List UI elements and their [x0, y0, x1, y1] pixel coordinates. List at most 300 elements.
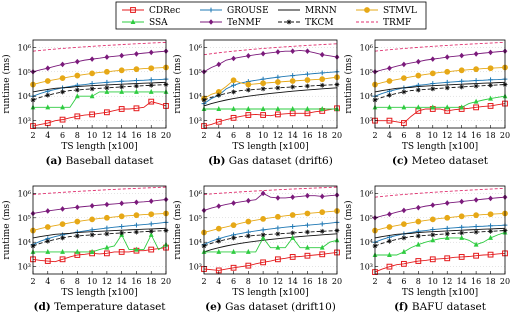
- point-stmvl: [459, 68, 464, 73]
- point-stmvl: [246, 219, 251, 224]
- point-ssa: [149, 89, 154, 94]
- point-tenmf: [320, 52, 325, 58]
- point-tenmf: [246, 53, 251, 59]
- xtick-label: 6: [60, 277, 66, 286]
- ytick-label: 10⁴: [188, 238, 202, 248]
- series-line-grouse: [204, 222, 337, 244]
- xtick-label: 14: [116, 131, 127, 140]
- point-ssa: [75, 249, 80, 254]
- xtick-label: 18: [146, 131, 157, 140]
- point-tenmf: [445, 54, 450, 60]
- xtick-label: 18: [317, 131, 328, 140]
- point-tkcm: [75, 88, 80, 93]
- ytick-label: 10³: [188, 116, 202, 126]
- legend-label-tenmf: TeNMF: [227, 18, 261, 28]
- point-grouse: [305, 72, 310, 77]
- caption-letter: (f): [394, 301, 409, 313]
- point-grouse: [275, 75, 280, 80]
- point-tenmf: [290, 194, 295, 200]
- point-tkcm: [275, 85, 280, 90]
- plot-frame: [33, 186, 166, 274]
- legend-marker-tkcm: [287, 20, 292, 25]
- point-stmvl: [275, 80, 280, 85]
- xtick-label: 6: [401, 131, 407, 140]
- point-stmvl: [430, 217, 435, 222]
- point-grouse: [488, 77, 493, 82]
- point-tenmf: [275, 195, 280, 201]
- point-ssa: [445, 104, 450, 109]
- point-tkcm: [488, 83, 493, 88]
- y-axis-label: runtime (ms): [2, 200, 12, 260]
- point-tenmf: [104, 202, 109, 208]
- panel-d: [1, 186, 171, 313]
- point-ssa: [387, 252, 392, 257]
- point-tenmf: [119, 53, 124, 59]
- point-tkcm: [320, 229, 325, 234]
- xtick-label: 12: [272, 131, 283, 140]
- point-tkcm: [216, 93, 221, 98]
- point-grouse: [305, 223, 310, 228]
- point-tenmf: [231, 56, 236, 62]
- xtick-label: 4: [45, 277, 51, 286]
- x-axis-label: TS length [x100]: [61, 288, 138, 298]
- point-tkcm: [488, 229, 493, 234]
- point-tenmf: [134, 51, 139, 57]
- series-line-cdrec: [375, 253, 505, 272]
- xtick-label: 8: [415, 277, 421, 286]
- point-stmvl: [445, 69, 450, 74]
- point-ssa: [45, 249, 50, 254]
- point-tenmf: [45, 65, 50, 71]
- xtick-label: 14: [116, 277, 127, 286]
- xtick-label: 6: [401, 277, 407, 286]
- point-tenmf: [290, 48, 295, 54]
- point-tenmf: [488, 50, 493, 56]
- point-stmvl: [290, 79, 295, 84]
- ytick-label: 10⁵: [17, 213, 31, 223]
- point-stmvl: [149, 66, 154, 71]
- point-tenmf: [231, 200, 236, 206]
- point-stmvl: [459, 214, 464, 219]
- point-tkcm: [134, 84, 139, 89]
- point-stmvl: [305, 78, 310, 83]
- point-grouse: [474, 78, 479, 83]
- series-line-tenmf: [204, 193, 337, 210]
- point-grouse: [261, 227, 266, 232]
- legend-label-tkcm: TKCM: [305, 18, 334, 28]
- point-grouse: [488, 223, 493, 228]
- point-stmvl: [320, 77, 325, 82]
- point-tkcm: [459, 231, 464, 236]
- point-stmvl: [445, 215, 450, 220]
- caption-text: Gas dataset (drift6): [225, 155, 333, 167]
- point-stmvl: [231, 78, 236, 83]
- point-tkcm: [45, 93, 50, 98]
- ytick-label: 10⁴: [17, 92, 31, 102]
- point-tenmf: [246, 198, 251, 204]
- ytick-label: 10⁴: [359, 238, 373, 248]
- point-tenmf: [488, 196, 493, 202]
- point-tenmf: [60, 62, 65, 68]
- xtick-label: 16: [471, 277, 482, 286]
- point-ssa: [459, 235, 464, 240]
- xtick-label: 18: [485, 277, 496, 286]
- point-stmvl: [216, 226, 221, 231]
- point-tenmf: [90, 203, 95, 209]
- point-ssa: [134, 247, 139, 252]
- ytick-label: 10⁴: [359, 92, 373, 102]
- point-grouse: [290, 224, 295, 229]
- legend-marker-stmvl: [365, 8, 370, 13]
- point-stmvl: [416, 73, 421, 78]
- x-axis-label: TS length [x100]: [61, 142, 138, 152]
- caption-text: Meteo dataset: [408, 155, 489, 167]
- caption-letter: (c): [391, 155, 409, 167]
- point-grouse: [320, 71, 325, 76]
- series-line-tenmf: [33, 200, 166, 214]
- panel-caption: [394, 301, 487, 313]
- point-tenmf: [320, 194, 325, 200]
- xtick-label: 4: [216, 131, 222, 140]
- caption-text: Temperature dataset: [50, 301, 166, 313]
- point-tkcm: [320, 83, 325, 88]
- point-tenmf: [401, 208, 406, 214]
- point-grouse: [134, 223, 139, 228]
- panel-caption: [392, 155, 489, 167]
- series-line-mrnn: [375, 228, 505, 238]
- chart-panels: [1, 40, 510, 313]
- series-line-mrnn: [33, 228, 166, 238]
- series-line-trmf: [375, 42, 505, 51]
- point-tenmf: [459, 53, 464, 59]
- x-axis-label: TS length [x100]: [232, 142, 309, 152]
- xtick-label: 16: [131, 131, 142, 140]
- point-tkcm: [60, 90, 65, 95]
- series-line-cdrec: [375, 104, 505, 123]
- xtick-label: 2: [30, 131, 36, 140]
- ytick-label: 10⁴: [17, 238, 31, 248]
- point-tkcm: [305, 230, 310, 235]
- point-tkcm: [60, 236, 65, 241]
- ytick-label: 10³: [188, 262, 202, 272]
- series-line-tkcm: [204, 231, 337, 246]
- xtick-label: 12: [442, 131, 453, 140]
- point-ssa: [246, 106, 251, 111]
- ytick-label: 10³: [359, 116, 373, 126]
- point-stmvl: [246, 82, 251, 87]
- panel-a: [1, 40, 171, 167]
- xtick-label: 14: [456, 277, 467, 286]
- point-tkcm: [246, 88, 251, 93]
- point-tenmf: [75, 204, 80, 210]
- point-ssa: [75, 93, 80, 98]
- xtick-label: 2: [372, 277, 378, 286]
- caption-text: BAFU dataset: [408, 301, 486, 313]
- point-stmvl: [45, 225, 50, 230]
- point-tkcm: [246, 234, 251, 239]
- ytick-label: 10⁴: [188, 92, 202, 102]
- xtick-label: 14: [287, 131, 298, 140]
- point-tenmf: [104, 54, 109, 60]
- point-tenmf: [416, 205, 421, 211]
- point-stmvl: [474, 67, 479, 72]
- point-ssa: [290, 106, 295, 111]
- xtick-label: 20: [331, 131, 343, 140]
- xtick-label: 6: [231, 131, 237, 140]
- point-stmvl: [387, 225, 392, 230]
- panel-f: [343, 186, 510, 313]
- point-ssa: [231, 249, 236, 254]
- point-stmvl: [90, 71, 95, 76]
- xtick-label: 20: [160, 277, 172, 286]
- xtick-label: 10: [87, 277, 98, 286]
- y-axis-label: runtime (ms): [344, 54, 354, 114]
- point-ssa: [401, 104, 406, 109]
- point-stmvl: [261, 81, 266, 86]
- point-tenmf: [90, 56, 95, 62]
- point-grouse: [459, 225, 464, 230]
- point-grouse: [275, 226, 280, 231]
- y-axis-label: runtime (ms): [344, 200, 354, 260]
- point-tenmf: [149, 198, 154, 204]
- xtick-label: 16: [131, 277, 142, 286]
- point-ssa: [387, 104, 392, 109]
- point-stmvl: [261, 217, 266, 222]
- point-tenmf: [261, 51, 266, 57]
- point-stmvl: [75, 73, 80, 78]
- caption-text: Baseball dataset: [62, 155, 154, 167]
- point-grouse: [474, 224, 479, 229]
- xtick-label: 12: [442, 277, 453, 286]
- point-stmvl: [104, 215, 109, 220]
- xtick-label: 18: [485, 131, 496, 140]
- xtick-label: 8: [74, 277, 80, 286]
- point-stmvl: [60, 222, 65, 227]
- ytick-label: 10⁶: [17, 189, 31, 199]
- point-tenmf: [459, 199, 464, 205]
- series-line-stmvl: [33, 213, 166, 230]
- caption-letter: (d): [33, 301, 51, 313]
- ytick-label: 10⁵: [17, 67, 31, 77]
- point-grouse: [149, 222, 154, 227]
- point-tkcm: [75, 234, 80, 239]
- series-line-stmvl: [375, 67, 505, 84]
- point-stmvl: [416, 219, 421, 224]
- point-grouse: [445, 80, 450, 85]
- point-tenmf: [401, 62, 406, 68]
- ytick-label: 10⁶: [188, 189, 202, 199]
- point-tkcm: [305, 84, 310, 89]
- point-ssa: [216, 249, 221, 254]
- point-tkcm: [119, 85, 124, 90]
- point-ssa: [216, 106, 221, 111]
- point-tkcm: [445, 231, 450, 236]
- point-tkcm: [387, 239, 392, 244]
- point-stmvl: [134, 67, 139, 72]
- point-tenmf: [275, 49, 280, 55]
- series-line-mrnn: [33, 82, 166, 92]
- point-tkcm: [45, 239, 50, 244]
- series-line-tenmf: [204, 50, 337, 71]
- point-tkcm: [416, 234, 421, 239]
- point-tenmf: [119, 201, 124, 207]
- ytick-label: 10⁶: [17, 43, 31, 53]
- y-axis-label: runtime (ms): [173, 54, 183, 114]
- point-stmvl: [488, 66, 493, 71]
- xtick-label: 4: [216, 277, 222, 286]
- point-ssa: [261, 106, 266, 111]
- point-grouse: [459, 79, 464, 84]
- point-tkcm: [445, 85, 450, 90]
- point-tenmf: [430, 56, 435, 62]
- point-stmvl: [60, 76, 65, 81]
- point-grouse: [119, 224, 124, 229]
- point-tkcm: [459, 85, 464, 90]
- point-ssa: [60, 249, 65, 254]
- point-ssa: [305, 106, 310, 111]
- ytick-label: 10⁶: [188, 43, 202, 53]
- point-grouse: [104, 226, 109, 231]
- point-grouse: [231, 83, 236, 88]
- ytick-label: 10³: [359, 262, 373, 272]
- series-line-mrnn: [204, 234, 337, 252]
- point-tkcm: [275, 231, 280, 236]
- series-line-ssa: [375, 96, 505, 107]
- point-tkcm: [261, 232, 266, 237]
- point-tenmf: [387, 65, 392, 71]
- point-stmvl: [134, 213, 139, 218]
- xtick-label: 4: [386, 277, 392, 286]
- point-grouse: [445, 226, 450, 231]
- point-tkcm: [231, 90, 236, 95]
- point-tkcm: [474, 230, 479, 235]
- xtick-label: 10: [258, 131, 269, 140]
- point-grouse: [104, 80, 109, 85]
- ytick-label: 10⁶: [359, 189, 373, 199]
- panel-caption: [46, 155, 155, 167]
- point-ssa: [275, 245, 280, 250]
- xtick-label: 16: [302, 277, 313, 286]
- point-tenmf: [305, 48, 310, 54]
- point-tenmf: [474, 197, 479, 203]
- y-axis-label: runtime (ms): [173, 200, 183, 260]
- point-tkcm: [90, 232, 95, 237]
- point-tenmf: [216, 203, 221, 209]
- xtick-label: 14: [456, 131, 467, 140]
- legend-label-trmf: TRMF: [383, 18, 412, 28]
- point-stmvl: [231, 223, 236, 228]
- xtick-label: 2: [372, 131, 378, 140]
- point-tkcm: [149, 229, 154, 234]
- legend: [116, 2, 426, 29]
- caption-letter: (a): [45, 155, 63, 167]
- series-line-cdrec: [204, 252, 337, 270]
- ytick-label: 10³: [17, 116, 31, 126]
- panel-b: [172, 40, 342, 167]
- panel-caption: [205, 301, 336, 313]
- point-grouse: [149, 77, 154, 82]
- caption-letter: (e): [205, 301, 222, 313]
- series-line-cdrec: [204, 108, 337, 126]
- point-ssa: [275, 106, 280, 111]
- series-line-tkcm: [204, 85, 337, 100]
- xtick-label: 2: [30, 277, 36, 286]
- xtick-label: 10: [427, 277, 438, 286]
- point-ssa: [231, 106, 236, 111]
- xtick-label: 2: [201, 131, 207, 140]
- point-tkcm: [290, 85, 295, 90]
- series-line-trmf: [375, 188, 505, 197]
- xtick-label: 12: [101, 277, 112, 286]
- point-stmvl: [305, 211, 310, 216]
- point-stmvl: [119, 68, 124, 73]
- legend-label-stmvl: STMVL: [383, 6, 417, 16]
- xtick-label: 20: [331, 277, 343, 286]
- point-stmvl: [45, 79, 50, 84]
- point-tkcm: [430, 86, 435, 91]
- point-grouse: [290, 73, 295, 78]
- xtick-label: 12: [272, 277, 283, 286]
- x-axis-label: TS length [x100]: [232, 288, 309, 298]
- legend-label-cdrec: CDRec: [149, 6, 181, 16]
- point-tkcm: [149, 83, 154, 88]
- panel-caption: [33, 301, 166, 313]
- point-tkcm: [261, 86, 266, 91]
- series-line-stmvl: [33, 67, 166, 84]
- point-ssa: [305, 245, 310, 250]
- point-ssa: [60, 104, 65, 109]
- point-ssa: [320, 245, 325, 250]
- point-tkcm: [90, 86, 95, 91]
- xtick-label: 8: [245, 131, 251, 140]
- point-tenmf: [149, 50, 154, 56]
- xtick-label: 10: [427, 131, 438, 140]
- caption-letter: (b): [208, 155, 226, 167]
- point-ssa: [119, 89, 124, 94]
- point-stmvl: [104, 69, 109, 74]
- point-tkcm: [401, 90, 406, 95]
- ytick-label: 10⁵: [188, 213, 202, 223]
- point-ssa: [45, 104, 50, 109]
- xtick-label: 20: [499, 277, 511, 286]
- point-ssa: [246, 249, 251, 254]
- ytick-label: 10⁵: [188, 67, 202, 77]
- point-tenmf: [387, 211, 392, 217]
- series-line-tkcm: [33, 231, 166, 246]
- ytick-label: 10³: [17, 262, 31, 272]
- point-grouse: [119, 79, 124, 84]
- panel-caption: [208, 155, 333, 167]
- x-axis-label: TS length [x100]: [401, 288, 479, 298]
- ytick-label: 10⁶: [359, 43, 373, 53]
- xtick-label: 20: [499, 131, 511, 140]
- point-tkcm: [104, 85, 109, 90]
- xtick-label: 4: [45, 131, 51, 140]
- ytick-label: 10⁵: [359, 67, 373, 77]
- point-tkcm: [387, 93, 392, 98]
- point-stmvl: [320, 210, 325, 215]
- point-tkcm: [104, 231, 109, 236]
- point-stmvl: [401, 76, 406, 81]
- point-tkcm: [290, 231, 295, 236]
- xtick-label: 2: [201, 277, 207, 286]
- ytick-label: 10⁵: [359, 213, 373, 223]
- point-tkcm: [474, 84, 479, 89]
- point-tkcm: [134, 230, 139, 235]
- xtick-label: 8: [245, 277, 251, 286]
- series-line-mrnn: [375, 82, 505, 92]
- point-stmvl: [430, 71, 435, 76]
